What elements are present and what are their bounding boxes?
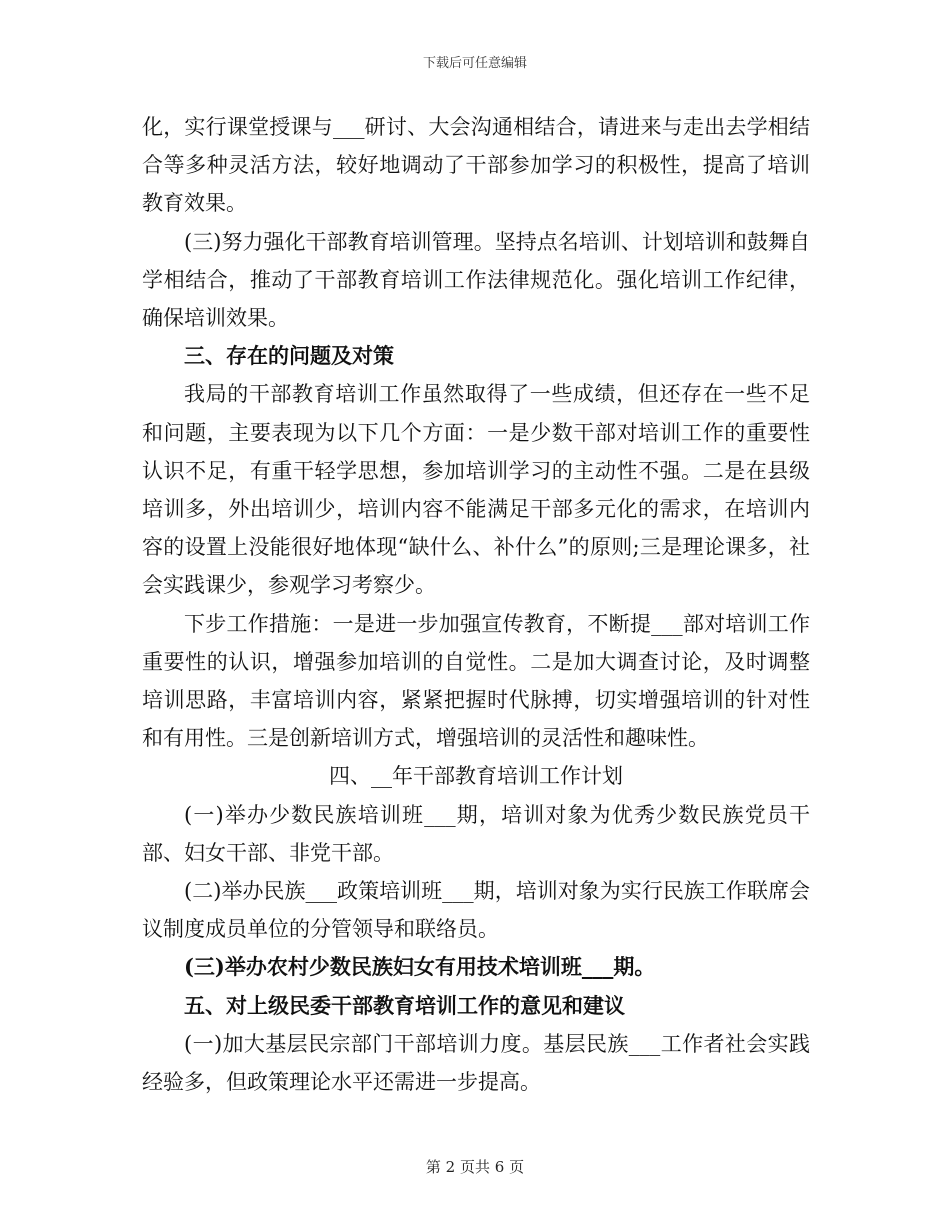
paragraph-suggestion-1: (一)加大基层民宗部门干部培训力度。基层民族___工作者社会实践经验多，但政策理论水平还需进一步提高。 xyxy=(142,1031,810,1095)
section-heading-problems: 三、存在的问题及对策 xyxy=(184,343,394,369)
paragraph-plan-1: (一)举办少数民族培训班___期，培训对象为优秀少数民族党员干部、妇女干部、非党干部。 xyxy=(142,802,810,865)
document-body xyxy=(142,108,810,1101)
paragraph-plan-3: (三)举办农村少数民族妇女有用技术培训班___期。 xyxy=(184,954,656,980)
page-footer: 第 2 页共 6 页 xyxy=(425,1158,525,1176)
section-heading-plan: 四、__年干部教育培训工作计划 xyxy=(329,764,623,789)
section-heading-suggestions: 五、对上级民委干部教育培训工作的意见和建议 xyxy=(184,992,625,1018)
page-header: 下载后可任意编辑 xyxy=(422,56,527,71)
paragraph-problems: 我局的干部教育培训工作虽然取得了一些成绩，但还存在一些不足和问题，主要表现为以下几个方面：一是少数干部对培训工作的重要性认识不足，有重干轻学思想，参加培训学习的主动性不强。二是在县级培训多，外出培训少，培训内容不能满足干部多元化的需求，在培训内容的设置上没能很好地体现“缺什么、补什么”的原则;三是理论课多，社会实践课少，参观学习考察少。 xyxy=(142,382,810,598)
paragraph-training-management: (三)努力强化干部教育培训管理。坚持点名培训、计划培训和鼓舞自学相结合，推动了干部教育培训工作法律规范化。强化培训工作纪律，确保培训效果。 xyxy=(142,229,810,331)
paragraph-continuation: 化，实行课堂授课与___研讨、大会沟通相结合，请进来与走出去学相结合等多种灵活方法，较好地调动了干部参加学习的积极性，提高了培训教育效果。 xyxy=(142,115,810,216)
paragraph-plan-2: (二)举办民族___政策培训班___期，培训对象为实行民族工作联席会议制度成员单位的分管领导和联络员。 xyxy=(142,879,810,942)
paragraph-measures: 下步工作措施：一是进一步加强宣传教育，不断提___部对培训工作重要性的认识，增强参加培训的自觉性。二是加大调查讨论，及时调整培训思路，丰富培训内容，紧紧把握时代脉搏，切实增强培训的针对性和有用性。三是创新培训方式，增强培训的灵活性和趣味性。 xyxy=(142,611,810,751)
